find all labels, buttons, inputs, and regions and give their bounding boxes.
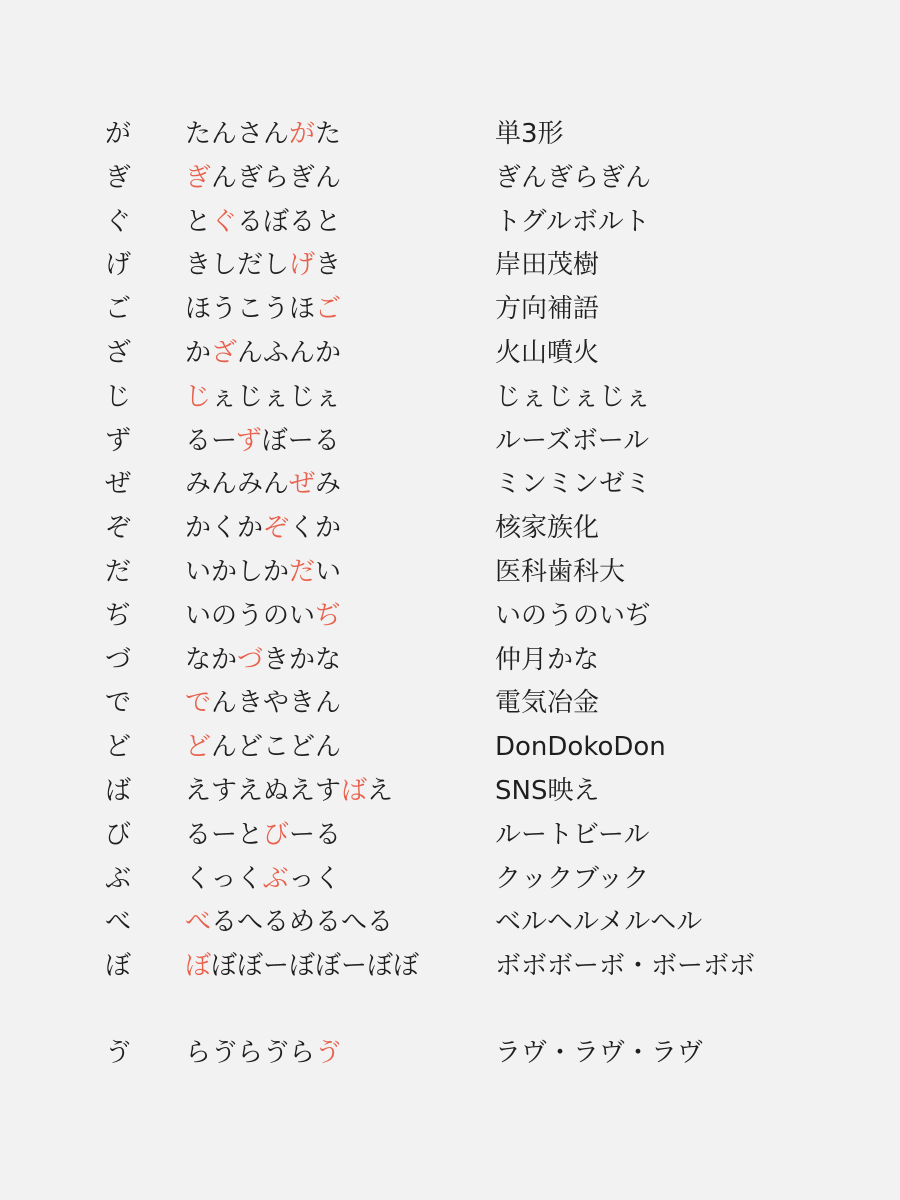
word-segment: みんみん <box>185 469 290 499</box>
highlighted-kana: ゔ <box>315 1038 342 1068</box>
kana-label: ざ <box>105 338 132 368</box>
kana-label: ぜ <box>105 469 132 499</box>
list-item <box>0 200 900 244</box>
highlighted-kana: じ <box>185 382 212 412</box>
hiragana-word <box>185 550 341 594</box>
word-spelling: SNS映え <box>495 776 600 806</box>
hiragana-word <box>185 944 419 988</box>
highlighted-kana: ご <box>315 294 342 324</box>
highlighted-kana: ぞ <box>263 513 290 543</box>
word-spelling: 医科歯科大 <box>495 557 626 587</box>
word-segment: るーと <box>185 820 264 850</box>
word-segment: えすえぬえす <box>185 776 342 806</box>
list-item <box>0 243 900 287</box>
word-segment: か <box>185 338 212 368</box>
word-segment: んきやきん <box>211 688 342 718</box>
list-item <box>0 638 900 682</box>
list-item <box>0 681 900 725</box>
hiragana-word <box>185 156 341 200</box>
word-segment: くっく <box>185 864 263 894</box>
highlighted-kana: び <box>263 820 290 850</box>
highlighted-kana: ど <box>185 732 212 762</box>
word-segment: かくか <box>185 513 264 543</box>
highlighted-kana: ぐ <box>211 207 238 237</box>
kana-label: ぼ <box>105 951 132 981</box>
word-spelling: トグルボルト <box>495 207 650 237</box>
word-spelling: ボボボーボ・ボーボボ <box>495 951 756 981</box>
list-item <box>0 156 900 200</box>
hiragana-word <box>185 375 341 419</box>
word-spelling: 電気冶金 <box>495 688 600 718</box>
word-segment: るぼると <box>237 207 342 237</box>
hiragana-word <box>185 506 341 550</box>
kana-label: ぎ <box>105 163 132 193</box>
kana-label: づ <box>105 645 132 675</box>
hiragana-word <box>185 331 341 375</box>
word-spelling: クックブック <box>495 864 650 894</box>
highlighted-kana: ぎ <box>185 163 212 193</box>
list-item <box>0 112 900 156</box>
hiragana-word <box>185 462 341 506</box>
word-segment: と <box>185 207 212 237</box>
word-segment: ぼーる <box>261 426 340 456</box>
hiragana-word <box>185 900 393 944</box>
kana-label: が <box>105 119 132 149</box>
hiragana-word <box>185 594 341 638</box>
highlighted-kana: げ <box>289 250 316 280</box>
kana-label: じ <box>105 382 132 412</box>
hiragana-word <box>185 112 341 156</box>
highlighted-kana: ば <box>341 776 368 806</box>
word-segment: くか <box>289 513 342 543</box>
hiragana-word <box>185 200 341 244</box>
highlighted-kana: が <box>289 119 316 149</box>
highlighted-kana: ぢ <box>315 601 342 631</box>
word-spelling: ルーズボール <box>495 426 650 456</box>
word-spelling: いのうのいぢ <box>495 601 652 631</box>
kana-label: ゔ <box>105 1038 132 1068</box>
word-spelling: ルートビール <box>495 820 650 850</box>
hiragana-word <box>185 857 341 901</box>
list-item <box>0 944 900 988</box>
kana-label: び <box>105 820 132 850</box>
word-segment: いかしか <box>185 557 290 587</box>
highlighted-kana: ぜ <box>289 469 316 499</box>
highlighted-kana: づ <box>237 645 264 675</box>
word-segment: ぇじぇじぇ <box>211 382 342 412</box>
hiragana-word <box>185 813 341 857</box>
word-segment: た <box>315 119 342 149</box>
kana-label: ば <box>105 776 132 806</box>
kana-label: で <box>105 688 132 718</box>
hiragana-word <box>185 638 341 682</box>
word-segment: きしだし <box>185 250 290 280</box>
word-spelling: 火山噴火 <box>495 338 600 368</box>
list-item <box>0 506 900 550</box>
word-spelling: 岸田茂樹 <box>495 250 600 280</box>
list-item <box>0 287 900 331</box>
word-segment: ほうこうほ <box>185 294 316 324</box>
word-segment: らゔらゔら <box>185 1038 316 1068</box>
word-segment: ぼぼーぼぼーぼぼ <box>211 951 420 981</box>
word-segment: え <box>367 776 394 806</box>
word-spelling: 核家族化 <box>495 513 600 543</box>
word-segment: み <box>315 469 342 499</box>
word-segment: いのうのい <box>185 601 316 631</box>
word-segment: き <box>315 250 342 280</box>
list-item <box>0 1031 900 1075</box>
list-item <box>0 331 900 375</box>
kana-label: げ <box>105 250 132 280</box>
word-segment: きかな <box>263 645 342 675</box>
list-item <box>0 550 900 594</box>
word-spelling: ぎんぎらぎん <box>495 163 652 193</box>
word-spelling: 仲月かな <box>495 645 600 675</box>
hiragana-word <box>185 419 340 463</box>
word-spelling: 方向補語 <box>495 294 600 324</box>
word-segment: っく <box>288 864 341 894</box>
word-spelling: DonDokoDon <box>495 732 666 762</box>
kana-label: ど <box>105 732 132 762</box>
kana-label: ぢ <box>105 601 132 631</box>
hiragana-word <box>185 287 341 331</box>
list-item <box>0 857 900 901</box>
word-segment: んふんか <box>237 338 342 368</box>
kana-label: ぶ <box>105 864 132 894</box>
list-item <box>0 462 900 506</box>
highlighted-kana: だ <box>289 557 316 587</box>
list-item <box>0 769 900 813</box>
word-segment: なか <box>185 645 238 675</box>
list-item <box>0 900 900 944</box>
word-segment: ーる <box>289 820 342 850</box>
kana-label: だ <box>105 557 132 587</box>
kana-label: ぞ <box>105 513 132 543</box>
list-item <box>0 594 900 638</box>
word-spelling: ラヴ・ラヴ・ラヴ <box>495 1038 704 1068</box>
word-spelling: ミンミンゼミ <box>495 469 652 499</box>
word-segment: んぎらぎん <box>211 163 342 193</box>
highlighted-kana: ず <box>235 426 262 456</box>
word-segment: るー <box>185 426 236 456</box>
word-segment: たんさん <box>185 119 290 149</box>
highlighted-kana: べ <box>185 907 212 937</box>
kana-label: ず <box>105 426 132 456</box>
word-spelling: ベルヘルメルヘル <box>495 907 703 937</box>
highlighted-kana: で <box>185 688 212 718</box>
word-segment: るへるめるへる <box>211 907 394 937</box>
highlighted-kana: ぶ <box>262 864 289 894</box>
word-segment: んどこどん <box>211 732 342 762</box>
list-item <box>0 419 900 463</box>
highlighted-kana: ぼ <box>185 951 212 981</box>
kana-label: べ <box>105 907 132 937</box>
word-spelling: じぇじぇじぇ <box>495 382 652 412</box>
hiragana-word <box>185 725 341 769</box>
word-spelling: 単3形 <box>495 119 564 149</box>
list-item <box>0 725 900 769</box>
hiragana-word <box>185 681 341 725</box>
kana-label: ぐ <box>105 207 132 237</box>
list-item <box>0 813 900 857</box>
word-segment: い <box>315 557 342 587</box>
highlighted-kana: ざ <box>211 338 238 368</box>
list-item <box>0 375 900 419</box>
hiragana-word <box>185 1031 341 1075</box>
kana-label: ご <box>105 294 132 324</box>
hiragana-word <box>185 769 393 813</box>
hiragana-word <box>185 243 341 287</box>
